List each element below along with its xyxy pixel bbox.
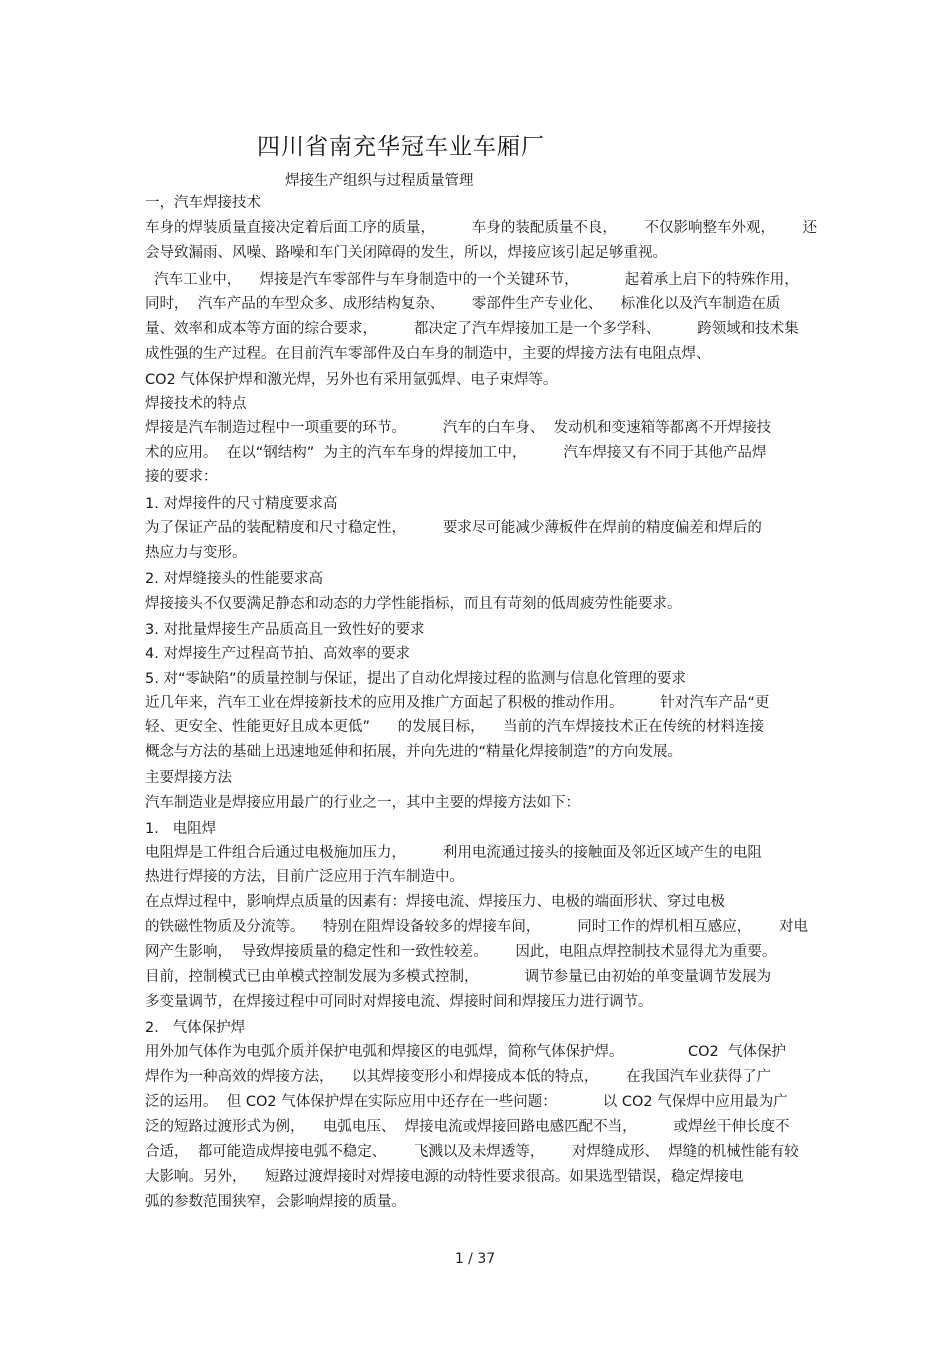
paragraph-line: 焊接是汽车制造过程中一项重要的环节。 汽车的白车身、 发动机和变速箱等都离不开焊接技	[145, 420, 772, 436]
paragraph-line: 多变量调节，在焊接过程中可同时对焊接电流、焊接时间和焊接压力进行调节。	[145, 994, 653, 1010]
paragraph-line: 用外加气体作为电弧介质并保护电弧和焊接区的电弧焊，简称气体保护焊。 CO2 气体保护	[145, 1044, 787, 1060]
paragraph-line: 会导致漏雨、风噪、路噪和车门关闭障碍的发生，所以，焊接应该引起足够重视。	[145, 245, 667, 261]
paragraph-line: 大影响。另外， 短路过渡焊接时对焊接电源的动特性要求很高。如果选型错误，稳定焊接电	[145, 1169, 744, 1185]
paragraph-line: 弧的参数范围狭窄，会影响焊接的质量。	[145, 1194, 406, 1210]
paragraph-line: 焊接接头不仅要满足静态和动态的力学性能指标，而且有苛刻的低周疲劳性能要求。	[145, 596, 682, 612]
paragraph-line: 焊作为一种高效的焊接方法， 以其焊接变形小和焊接成本低的特点， 在我国汽车业获得了广	[145, 1069, 772, 1085]
paragraph-line: 合适， 都可能造成焊接电弧不稳定、 飞溅以及未焊透等， 对焊缝成形、 焊缝的机械性能有较	[145, 1144, 799, 1160]
list-item: 1. 电阻焊	[145, 821, 217, 837]
list-item: 5. 对“零缺陷”的质量控制与保证，提出了自动化焊接过程的监测与信息化管理的要求	[145, 671, 686, 687]
paragraph-line: 泛的短路过渡形式为例， 电弧电压、 焊接电流或焊接回路电感匹配不当， 或焊丝干伸长度不	[145, 1119, 790, 1135]
paragraph-line: 接的要求：	[145, 469, 218, 485]
paragraph-line: 车身的焊装质量直接决定着后面工序的质量， 车身的装配质量不良， 不仅影响整车外观， 还	[145, 220, 818, 236]
list-item: 3. 对批量焊接生产品质高且一致性好的要求	[145, 622, 425, 638]
list-item: 4. 对焊接生产过程高节拍、高效率的要求	[145, 646, 410, 662]
section-heading: 焊接技术的特点	[145, 396, 247, 412]
list-item: 1. 对焊接件的尺寸精度要求高	[145, 496, 338, 512]
paragraph-line: 泛的运用。 但 CO2 气体保护焊在实际应用中还存在一些问题： 以 CO2 气保焊中应用最为广	[145, 1094, 788, 1110]
paragraph-line: 热进行焊接的方法，目前广泛应用于汽车制造中。	[145, 869, 464, 885]
paragraph-line: 汽车工业中， 焊接是汽车零部件与车身制造中的一个关键环节， 起着承上启下的特殊作用，	[145, 272, 799, 288]
paragraph-line: 成性强的生产过程。在目前汽车零部件及白车身的制造中，主要的焊接方法有电阻点焊、	[145, 346, 711, 362]
paragraph-line: 目前，控制模式已由单模式控制发展为多模式控制， 调节参量已由初始的单变量调节发展为	[145, 969, 772, 985]
paragraph-line: 为了保证产品的装配精度和尺寸稳定性， 要求尽可能减少薄板件在焊前的精度偏差和焊后的	[145, 520, 762, 536]
paragraph-line: 的铁磁性物质及分流等。 特别在阻焊设备较多的焊接车间， 同时工作的焊机相互感应， 对电	[145, 919, 808, 935]
paragraph-line: 同时， 汽车产品的车型众多、成形结构复杂、 零部件生产专业化、 标准化以及汽车制造在质	[145, 296, 781, 312]
paragraph-line: CO2 气体保护焊和激光焊，另外也有采用氩弧焊、电子束焊等。	[145, 372, 558, 388]
paragraph-line: 量、效率和成本等方面的综合要求， 都决定了汽车焊接加工是一个多学科、 跨领域和技术集	[145, 321, 799, 337]
paragraph-line: 概念与方法的基础上迅速地延伸和拓展，并向先进的“精量化焊接制造”的方向发展。	[145, 744, 683, 760]
document-title: 四川省南充华冠车业车厢厂	[257, 134, 545, 160]
section-heading: 一，汽车焊接技术	[145, 195, 261, 211]
section-heading: 主要焊接方法	[145, 770, 232, 786]
paragraph-line: 电阻焊是工件组合后通过电极施加压力， 利用电流通过接头的接触面及邻近区域产生的电阻	[145, 845, 762, 861]
list-item: 2. 对焊缝接头的性能要求高	[145, 571, 323, 587]
paragraph-line: 轻、更安全、性能更好且成本更低” 的发展目标， 当前的汽车焊接技术正在传统的材料连接	[145, 719, 765, 735]
page-number: 1 / 37	[454, 1251, 496, 1267]
list-item: 2. 气体保护焊	[145, 1020, 246, 1036]
paragraph-line: 热应力与变形。	[145, 545, 247, 561]
paragraph-line: 术的应用。 在以“钢结构” 为主的汽车车身的焊接加工中， 汽车焊接又有不同于其他产品焊	[145, 445, 767, 461]
paragraph-line: 在点焊过程中，影响焊点质量的因素有：焊接电流、焊接压力、电极的端面形状、穿过电极	[145, 894, 725, 910]
paragraph-line: 近几年来，汽车工业在焊接新技术的应用及推广方面起了积极的推动作用。 针对汽车产品“更	[145, 695, 770, 711]
document-subtitle: 焊接生产组织与过程质量管理	[285, 173, 474, 189]
paragraph-line: 网产生影响， 导致焊接质量的稳定性和一致性较差。 因此，电阻点焊控制技术显得尤为重要。	[145, 944, 777, 960]
paragraph-line: 汽车制造业是焊接应用最广的行业之一，其中主要的焊接方法如下：	[145, 795, 580, 811]
